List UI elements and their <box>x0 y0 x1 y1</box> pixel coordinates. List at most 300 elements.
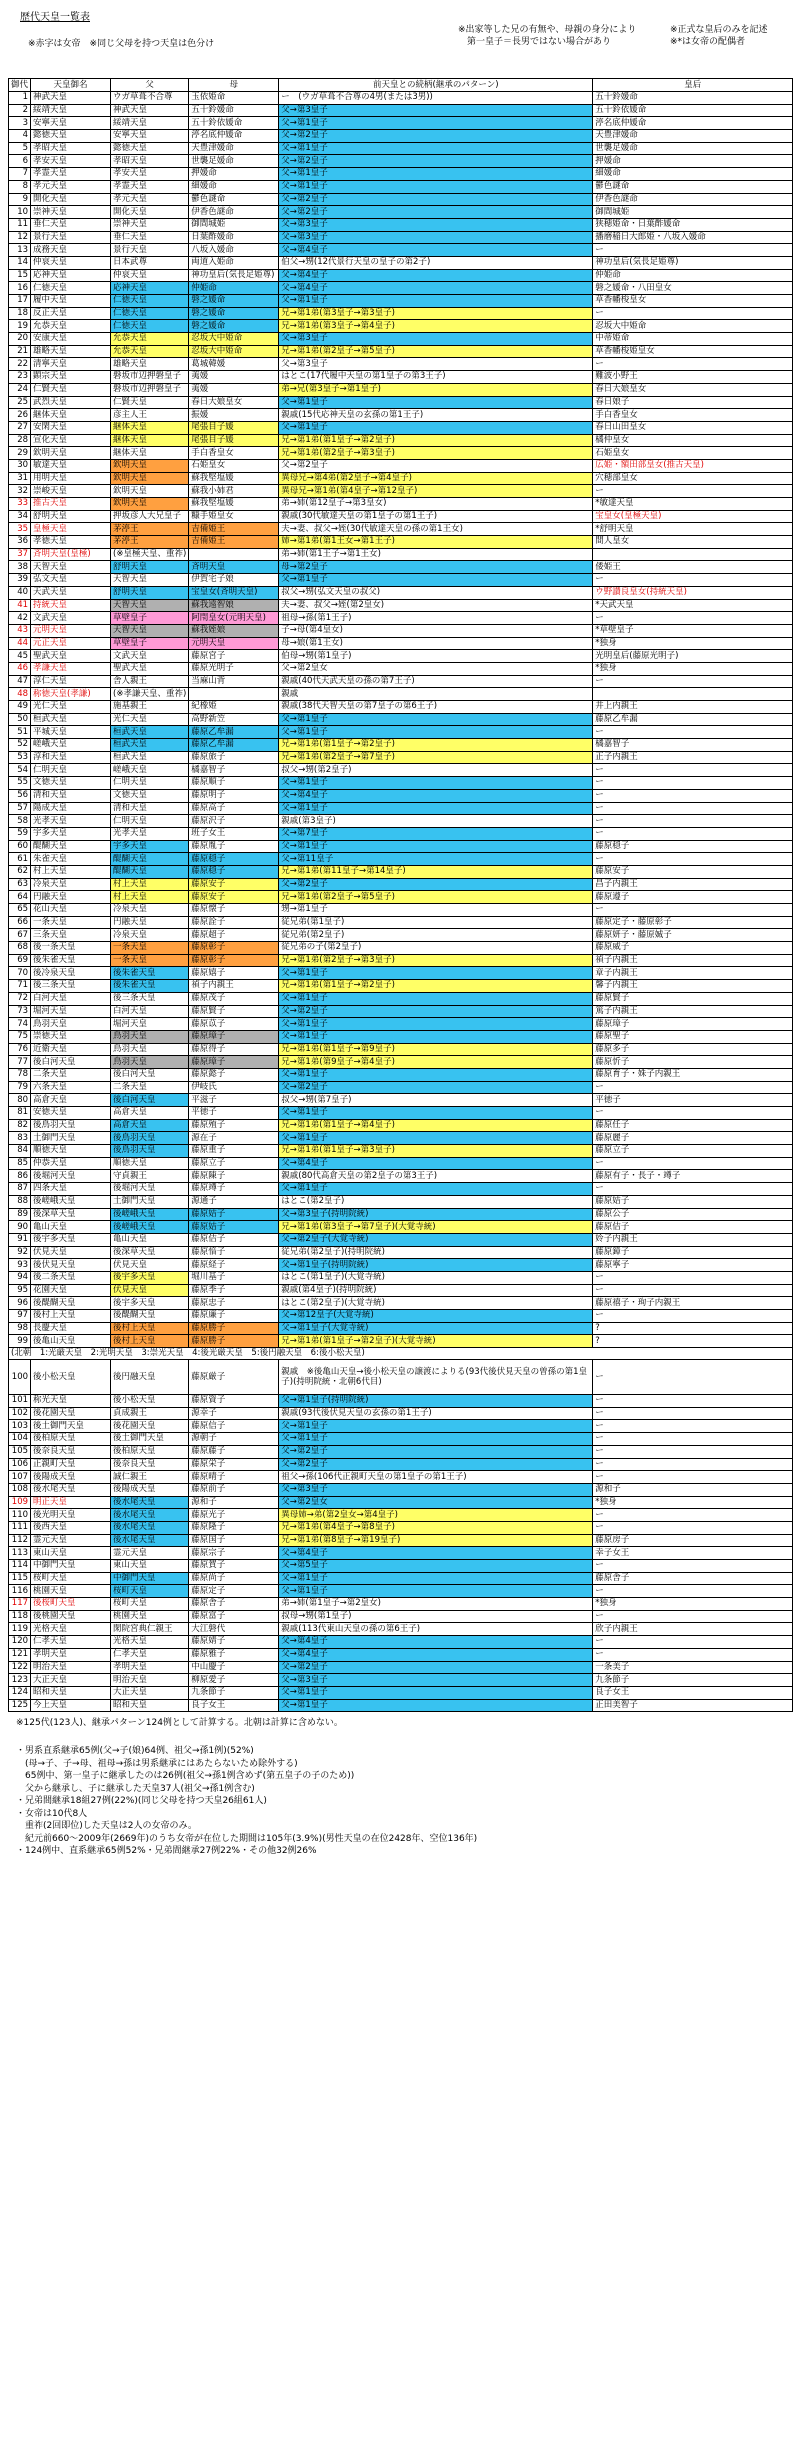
reign-number: 73 <box>9 1005 31 1018</box>
succession-relation: 甥→第1皇子 <box>279 904 593 917</box>
mother: 御間城姫 <box>189 218 279 231</box>
mother: 伊賀宅子娘 <box>189 574 279 587</box>
mother: 藤原穏子 <box>189 865 279 878</box>
succession-relation: 父→第3皇子 <box>279 231 593 244</box>
table-row <box>9 1585 793 1598</box>
empress: 藤原璋子 <box>593 1018 793 1031</box>
emperor-name: 武烈天皇 <box>31 396 111 409</box>
succession-relation: 父→第1皇子 <box>279 1183 593 1196</box>
table-row <box>9 662 793 675</box>
mother: 柳原愛子 <box>189 1674 279 1687</box>
table-row <box>9 282 793 295</box>
succession-relation: 父→第1皇子 <box>279 117 593 130</box>
mother: 高野新笠 <box>189 713 279 726</box>
empress: 橘嘉智子 <box>593 739 793 752</box>
father: 後花園天皇 <box>111 1420 189 1433</box>
mother: 吉備姫王 <box>189 536 279 549</box>
reign-number: 97 <box>9 1310 31 1323</box>
table-row <box>9 421 793 434</box>
empress: 五十鈴依媛命 <box>593 104 793 117</box>
succession-relation: 親戚(38代天智天皇の第7皇子の第6王子) <box>279 701 593 714</box>
emperor-name: 懿徳天皇 <box>31 130 111 143</box>
mother: 藤原彰子 <box>189 954 279 967</box>
emperor-name: 桃園天皇 <box>31 1585 111 1598</box>
succession-relation: 父→第4皇子 <box>279 1547 593 1560</box>
empress: ー <box>593 777 793 790</box>
reign-number: 7 <box>9 168 31 181</box>
reign-number: 61 <box>9 853 31 866</box>
reign-number: 59 <box>9 827 31 840</box>
table-row <box>9 396 793 409</box>
emperor-name: 後小松天皇 <box>31 1360 111 1395</box>
table-row <box>9 637 793 650</box>
table-row <box>9 1395 793 1408</box>
emperor-table <box>8 78 793 1712</box>
mother: 紀橡姫 <box>189 701 279 714</box>
empress: ー <box>593 1636 793 1649</box>
succession-relation: 兄→第1弟(第1皇子→第2皇子) <box>279 739 593 752</box>
father: 懿徳天皇 <box>111 142 189 155</box>
emperor-name: 顕宗天皇 <box>31 371 111 384</box>
emperor-name: 四条天皇 <box>31 1183 111 1196</box>
mother: 藤原婧子 <box>189 1636 279 1649</box>
succession-relation: 父→第1皇子 <box>279 840 593 853</box>
empress: 宝皇女(皇極天皇) <box>593 510 793 523</box>
reign-number: 24 <box>9 383 31 396</box>
reign-number: 77 <box>9 1056 31 1069</box>
reign-number: 27 <box>9 421 31 434</box>
mother: 藤原国子 <box>189 1534 279 1547</box>
empress: 石姫皇女 <box>593 447 793 460</box>
empress: *独身 <box>593 1496 793 1509</box>
succession-relation: 祖父→孫(106代正親町天皇の第1皇子の第1王子) <box>279 1471 593 1484</box>
footer-line: 重祚(2回即位)した天皇は2人の女帝のみ。 <box>16 1821 198 1831</box>
reign-number: 121 <box>9 1648 31 1661</box>
table-row <box>9 193 793 206</box>
empress: 藤原麗子 <box>593 1132 793 1145</box>
mother: 手白香皇女 <box>189 447 279 460</box>
succession-relation: 父→第1皇子 <box>279 1107 593 1120</box>
table-row <box>9 269 793 282</box>
emperor-name: 舒明天皇 <box>31 510 111 523</box>
table-row <box>9 789 793 802</box>
emperor-name: 近衛天皇 <box>31 1043 111 1056</box>
table-row <box>9 1107 793 1120</box>
empress: ー <box>593 675 793 688</box>
mother: 藤原詮子 <box>189 916 279 929</box>
emperor-name: 用明天皇 <box>31 472 111 485</box>
emperor-name: 欽明天皇 <box>31 447 111 460</box>
father: 円融天皇 <box>111 916 189 929</box>
father: 一条天皇 <box>111 954 189 967</box>
reign-number: 30 <box>9 459 31 472</box>
father: 欽明天皇 <box>111 472 189 485</box>
succession-relation: 兄→第1弟(第9皇子→第4皇子) <box>279 1056 593 1069</box>
empress: 藤原賢子 <box>593 992 793 1005</box>
succession-relation: 父→第1皇子 <box>279 713 593 726</box>
succession-relation: 従兄弟(第2皇子) <box>279 929 593 942</box>
table-row <box>9 130 793 143</box>
emperor-name: 順徳天皇 <box>31 1145 111 1158</box>
table-row <box>9 1547 793 1560</box>
father: 東山天皇 <box>111 1560 189 1573</box>
emperor-name: 淳仁天皇 <box>31 675 111 688</box>
succession-relation: 叔父→甥(第7皇子) <box>279 1094 593 1107</box>
father: 桜町天皇 <box>111 1585 189 1598</box>
father: 桓武天皇 <box>111 726 189 739</box>
succession-relation: 父→第1皇子 <box>279 421 593 434</box>
empress: 狭穂姫命・日葉酢媛命 <box>593 218 793 231</box>
emperor-name: 仁賢天皇 <box>31 383 111 396</box>
table-row <box>9 1030 793 1043</box>
emperor-name: 桓武天皇 <box>31 713 111 726</box>
empress: ー <box>593 1433 793 1446</box>
emperor-name: 開化天皇 <box>31 193 111 206</box>
succession-relation: 父→第7皇子 <box>279 827 593 840</box>
emperor-name: 後二条天皇 <box>31 1271 111 1284</box>
emperor-name: 後桃園天皇 <box>31 1610 111 1623</box>
father: 日本武尊 <box>111 256 189 269</box>
reign-number: 120 <box>9 1636 31 1649</box>
succession-relation: 父→第4皇子 <box>279 244 593 257</box>
succession-relation: 兄→第1弟(第11皇子→第14皇子) <box>279 865 593 878</box>
emperor-name: 仁孝天皇 <box>31 1636 111 1649</box>
father: 神武天皇 <box>111 104 189 117</box>
table-row <box>9 815 793 828</box>
mother: 班子女王 <box>189 827 279 840</box>
father: 孝昭天皇 <box>111 155 189 168</box>
mother: 当麻山背 <box>189 675 279 688</box>
emperor-name: 継体天皇 <box>31 409 111 422</box>
table-row <box>9 1458 793 1471</box>
succession-relation: 父→第3皇子 <box>279 333 593 346</box>
reign-number: 4 <box>9 130 31 143</box>
father: 継体天皇 <box>111 421 189 434</box>
father: 欽明天皇 <box>111 459 189 472</box>
succession-relation: 親戚(15代応神天皇の玄孫の第1王子) <box>279 409 593 422</box>
succession-relation: 父→第3皇子(持明院統) <box>279 1208 593 1221</box>
father: 磐坂市辺押磐皇子 <box>111 383 189 396</box>
father: 允恭天皇 <box>111 345 189 358</box>
emperor-name: 後三条天皇 <box>31 980 111 993</box>
empress: 藤原禧子・珣子内親王 <box>593 1297 793 1310</box>
empress: ー <box>593 307 793 320</box>
table-row <box>9 574 793 587</box>
reign-number: 93 <box>9 1259 31 1272</box>
reign-number: 78 <box>9 1068 31 1081</box>
mother: 蘇我小姉君 <box>189 485 279 498</box>
mother: 日葉酢媛命 <box>189 231 279 244</box>
table-row <box>9 536 793 549</box>
father: 継体天皇 <box>111 447 189 460</box>
mother: 大江磐代 <box>189 1623 279 1636</box>
note-left: ※赤字は女帝 ※同じ父母を持つ天皇は色分け <box>28 39 215 49</box>
footer-line: ・兄弟間継承18組27例(22%)(同じ父母を持つ天皇26組61人) <box>16 1796 267 1806</box>
father: 後土御門天皇 <box>111 1433 189 1446</box>
mother: 藤原嬉子 <box>189 967 279 980</box>
succession-relation: 弟→姉(第1皇子→第2皇女) <box>279 1598 593 1611</box>
empress: 倭姫王 <box>593 561 793 574</box>
succession-relation: 子→母(第4皇女) <box>279 624 593 637</box>
succession-relation: 親戚(113代東山天皇の孫の第6王子) <box>279 1623 593 1636</box>
mother: 中山慶子 <box>189 1661 279 1674</box>
table-row <box>9 1068 793 1081</box>
table-row <box>9 472 793 485</box>
table-row <box>9 548 793 561</box>
reign-number: 14 <box>9 256 31 269</box>
mother: 元明天皇 <box>189 637 279 650</box>
father: 冷泉天皇 <box>111 904 189 917</box>
mother: 藤原雅子 <box>189 1648 279 1661</box>
reign-number: 36 <box>9 536 31 549</box>
table-row <box>9 206 793 219</box>
empress: ? <box>593 1322 793 1335</box>
mother: 春日大娘皇女 <box>189 396 279 409</box>
table-row <box>9 701 793 714</box>
reign-number: 28 <box>9 434 31 447</box>
table-row <box>9 295 793 308</box>
succession-relation: ー (ウガ草葺不合尊の4男(または3男)) <box>279 92 593 105</box>
succession-relation: 兄→第1弟(第2皇子→第5皇子) <box>279 345 593 358</box>
reign-number: 55 <box>9 777 31 790</box>
empress: 藤原多子 <box>593 1043 793 1056</box>
father: 伏見天皇 <box>111 1284 189 1297</box>
table-row <box>9 1208 793 1221</box>
father: 天智天皇 <box>111 599 189 612</box>
mother: 吉備姫王 <box>189 523 279 536</box>
footer-line: ・女帝は10代8人 <box>16 1808 88 1819</box>
mother: 藤原懿子 <box>189 1068 279 1081</box>
father: 応神天皇 <box>111 282 189 295</box>
emperor-name: 長慶天皇 <box>31 1322 111 1335</box>
succession-relation: 父→第1皇子 <box>279 168 593 181</box>
succession-relation: はとこ(第2皇子)(大覚寺統) <box>279 1297 593 1310</box>
succession-relation: 父→第1皇子 <box>279 1132 593 1145</box>
table-row <box>9 117 793 130</box>
emperor-name: 孝元天皇 <box>31 180 111 193</box>
father: 守貞親王 <box>111 1170 189 1183</box>
mother: 世襲足媛命 <box>189 155 279 168</box>
emperor-name: 孝霊天皇 <box>31 168 111 181</box>
mother: 藤原沢子 <box>189 815 279 828</box>
table-row <box>9 713 793 726</box>
empress: *独身 <box>593 637 793 650</box>
father: 施基親王 <box>111 701 189 714</box>
father: 崇神天皇 <box>111 218 189 231</box>
mother: 藤原季子 <box>189 1284 279 1297</box>
father: 綏靖天皇 <box>111 117 189 130</box>
empress: 藤原威子 <box>593 942 793 955</box>
table-row <box>9 1674 793 1687</box>
empress: 藤原乙牟漏 <box>593 713 793 726</box>
emperor-name: 景行天皇 <box>31 231 111 244</box>
succession-relation: 母→第2皇子 <box>279 561 593 574</box>
father: 天智天皇 <box>111 624 189 637</box>
succession-relation: 父→第1皇子 <box>279 1068 593 1081</box>
father: 後村上天皇 <box>111 1335 189 1348</box>
empress: ー <box>593 1310 793 1323</box>
emperor-name: 応神天皇 <box>31 269 111 282</box>
emperor-name: 仲哀天皇 <box>31 256 111 269</box>
father: 後深草天皇 <box>111 1246 189 1259</box>
reign-number: 44 <box>9 637 31 650</box>
father: 冷泉天皇 <box>111 929 189 942</box>
mother: 藤原璋子 <box>189 1056 279 1069</box>
emperor-name: 孝徳天皇 <box>31 536 111 549</box>
reign-number: 71 <box>9 980 31 993</box>
table-row <box>9 485 793 498</box>
emperor-name: 後伏見天皇 <box>31 1259 111 1272</box>
succession-relation: 父→第2皇子 <box>279 1458 593 1471</box>
mother: 藤原定子 <box>189 1585 279 1598</box>
table-row <box>9 383 793 396</box>
footer-line: ・男系直系継承65例(父→子(娘)64例、祖父→孫1例)(52%) <box>16 1746 254 1756</box>
empress: ? <box>593 1335 793 1348</box>
mother: 藤原宗子 <box>189 1547 279 1560</box>
reign-number: 74 <box>9 1018 31 1031</box>
father: 後柏原天皇 <box>111 1445 189 1458</box>
succession-relation: 親戚(第3皇子) <box>279 815 593 828</box>
note-center-2: 第一皇子＝長男ではない場合があり <box>458 37 612 47</box>
father: 閑院宮典仁親王 <box>111 1623 189 1636</box>
emperor-name: 孝明天皇 <box>31 1648 111 1661</box>
succession-relation: 夫→妻、叔父→姪(第2皇女) <box>279 599 593 612</box>
emperor-name: 皇極天皇 <box>31 523 111 536</box>
empress: 藤原任子 <box>593 1119 793 1132</box>
succession-relation: 兄→第1弟(第1皇子→第2皇子) <box>279 434 593 447</box>
succession-relation: 叔母→甥(第1皇子) <box>279 1610 593 1623</box>
empress: 御間城姫 <box>593 206 793 219</box>
footer-line: (母→子、子→母、祖母→孫は男系継承にはあたらないため除外する) <box>16 1758 298 1769</box>
father: 舎人親王 <box>111 675 189 688</box>
table-row <box>9 980 793 993</box>
father: 安寧天皇 <box>111 130 189 143</box>
empress: ー <box>593 827 793 840</box>
table-row <box>9 1170 793 1183</box>
emperor-name: 白河天皇 <box>31 992 111 1005</box>
empress: ー <box>593 485 793 498</box>
empress: 神功皇后(気長足姫尊) <box>593 256 793 269</box>
table-row <box>9 650 793 663</box>
succession-relation: 父→第1皇子 <box>279 777 593 790</box>
mother: 九条節子 <box>189 1686 279 1699</box>
mother: 磐之媛命 <box>189 320 279 333</box>
emperor-name: 後冷泉天皇 <box>31 967 111 980</box>
reign-number: 116 <box>9 1585 31 1598</box>
table-row <box>9 168 793 181</box>
father: 継体天皇 <box>111 434 189 447</box>
father: 桓武天皇 <box>111 751 189 764</box>
succession-relation: 伯母→甥(第1皇子) <box>279 650 593 663</box>
empress: 穴穂部皇女 <box>593 472 793 485</box>
reign-number: 99 <box>9 1335 31 1348</box>
succession-relation: 親戚(93代後伏見天皇の玄孫の第1王子) <box>279 1407 593 1420</box>
reign-number: 79 <box>9 1081 31 1094</box>
succession-relation: 父→第3皇子 <box>279 358 593 371</box>
reign-number: 66 <box>9 916 31 929</box>
succession-relation: 父→第2皇女 <box>279 662 593 675</box>
emperor-name: 崇神天皇 <box>31 206 111 219</box>
table-row <box>9 1661 793 1674</box>
reign-number: 88 <box>9 1195 31 1208</box>
father: 誠仁親王 <box>111 1471 189 1484</box>
empress: 欣子内親王 <box>593 1623 793 1636</box>
footer-line: 紀元前660〜2009年(2669年)のうち女帝が在位した期間は105年(3.9%)(男性天皇の在位2428年、空位136年) <box>16 1833 478 1844</box>
mother: 鬱色謎命 <box>189 193 279 206</box>
succession-relation: 兄→第1弟(第3皇子→第7皇子)(大覚寺統) <box>279 1221 593 1234</box>
empress: 伊香色謎命 <box>593 193 793 206</box>
reign-number: 9 <box>9 193 31 206</box>
emperor-name: 称徳天皇(孝謙) <box>31 688 111 701</box>
succession-relation: 父→第1皇子(大覚寺統) <box>279 1322 593 1335</box>
table-row <box>9 599 793 612</box>
empress <box>593 688 793 701</box>
empress: 藤原穏子 <box>593 840 793 853</box>
father: 後宇多天皇 <box>111 1297 189 1310</box>
empress: ー <box>593 1458 793 1471</box>
emperor-name: 文武天皇 <box>31 612 111 625</box>
succession-relation: 父→第1皇子 <box>279 1433 593 1446</box>
emperor-name: 明治天皇 <box>31 1661 111 1674</box>
emperor-name: 宇多天皇 <box>31 827 111 840</box>
father: 開化天皇 <box>111 206 189 219</box>
table-row <box>9 1407 793 1420</box>
table-row <box>9 1598 793 1611</box>
table-row <box>9 1360 793 1395</box>
reign-number: 12 <box>9 231 31 244</box>
mother: 藤原尚子 <box>189 1572 279 1585</box>
mother: 藤原愔子 <box>189 1246 279 1259</box>
reign-number: 103 <box>9 1420 31 1433</box>
table-row <box>9 827 793 840</box>
reign-number: 13 <box>9 244 31 257</box>
emperor-name: 土御門天皇 <box>31 1132 111 1145</box>
mother: 堀川基子 <box>189 1271 279 1284</box>
reign-number: 18 <box>9 307 31 320</box>
emperor-name: 後陽成天皇 <box>31 1471 111 1484</box>
succession-relation: 親戚 ※後亀山天皇→後小松天皇の譲渡によりる(93代後伏見天皇の曽孫の第1皇子)(持明院統・北朝6代目) <box>279 1360 593 1395</box>
father: 草壁皇子 <box>111 637 189 650</box>
table-row <box>9 954 793 967</box>
succession-relation: 叔父→甥(弘文天皇の叔父) <box>279 586 593 599</box>
table-row <box>9 1119 793 1132</box>
empress: 鬱色謎命 <box>593 180 793 193</box>
mother: 藤原陳子 <box>189 1170 279 1183</box>
table-row <box>9 498 793 511</box>
mother: 磐之媛命 <box>189 307 279 320</box>
emperor-name: 孝安天皇 <box>31 155 111 168</box>
succession-relation: 父→第1皇子 <box>279 802 593 815</box>
table-row <box>9 561 793 574</box>
empress: ウ野讃良皇女(持統天皇) <box>593 586 793 599</box>
emperor-name: 成務天皇 <box>31 244 111 257</box>
father: 後水尾天皇 <box>111 1509 189 1522</box>
emperor-name: 三条天皇 <box>31 929 111 942</box>
father: 後白河天皇 <box>111 1094 189 1107</box>
empress: ー <box>593 244 793 257</box>
father: 仁賢天皇 <box>111 396 189 409</box>
mother: 藤原旅子 <box>189 751 279 764</box>
reign-number: 47 <box>9 675 31 688</box>
table-row <box>9 409 793 422</box>
succession-relation: 父→第2皇子 <box>279 1005 593 1018</box>
succession-relation: 兄→第1弟(第4皇子→第8皇子) <box>279 1521 593 1534</box>
table-row <box>9 1509 793 1522</box>
table-row <box>9 1445 793 1458</box>
father: 明治天皇 <box>111 1674 189 1687</box>
table-row <box>9 1018 793 1031</box>
emperor-name: 孝昭天皇 <box>31 142 111 155</box>
